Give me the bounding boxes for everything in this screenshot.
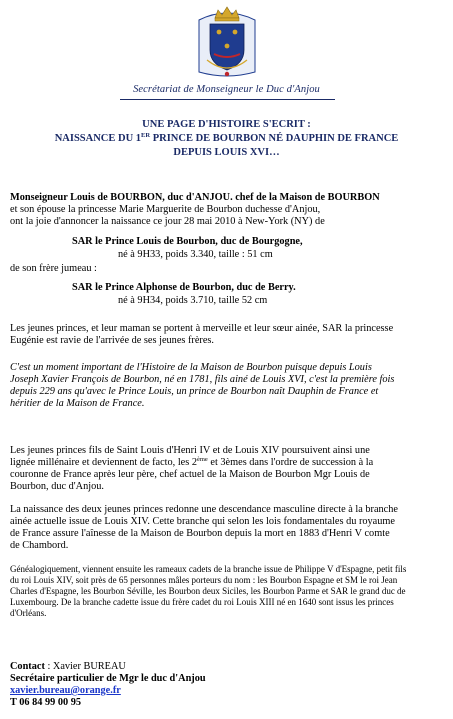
- title-line-2: NAISSANCE DU 1ER PRINCE DE BOURBON NÉ DAUPHIN DE FRANCE: [54, 132, 399, 144]
- lineage-line-4: de Chambord.: [10, 540, 69, 551]
- title-line-1: UNE PAGE D'HISTOIRE S'ECRIT :: [142, 119, 311, 130]
- contact-line: [10, 661, 126, 673]
- genealogy-line-3: Charles d'Espagne, les Bourbon Séville, les Bourbon deux Siciles, les Bourbon Parme et SAR le grand duc de: [10, 586, 406, 596]
- secretariat-header: Secrétariat de Monseigneur le Duc d'Anjou: [133, 84, 320, 95]
- lineage-line-3: de France assure l'aînesse de la Maison de Bourbon depuis la mort en 1883 d'Henri V comte: [10, 528, 390, 539]
- brother-label: de son frère jumeau :: [10, 263, 97, 274]
- succession-line-1: Les jeunes princes fils de Saint Louis d'Henri IV et de Louis XIV poursuivent ainsi une: [10, 445, 370, 456]
- twin2-name: SAR le Prince Alphonse de Bourbon, duc de Berry.: [72, 282, 296, 293]
- genealogy-line-2: du roi Louis XIV, soit près de 65 personnes mâles porteurs du nom : les Bourbon Espagne et SM le roi Jean: [10, 575, 398, 585]
- health-line-1: Les jeunes princes, et leur maman se portent à merveille et leur sœur ainée, SAR la princesse: [10, 323, 394, 334]
- twin1-details: né à 9H33, poids 3.340, taille : 51 cm: [118, 249, 273, 260]
- intro-line-2: et son épouse la princesse Marie Marguerite de Bourbon duchesse d'Anjou,: [10, 204, 321, 215]
- intro-line-1: Monseigneur Louis de BOURBON, duc d'ANJOU. chef de la Maison de BOURBON: [10, 192, 380, 203]
- contact-role: Secrétaire particulier de Mgr le duc d'Anjou: [10, 673, 206, 684]
- contact-name: : Xavier BUREAU: [44, 661, 126, 672]
- succession-line-2: lignée millénaire et deviennent de facto, les 2ème et 3èmes dans l'ordre de succession à la: [10, 456, 374, 468]
- twin2-details: né à 9H34, poids 3.710, taille 52 cm: [118, 295, 268, 306]
- genealogy-line-1: Généalogiquement, viennent ensuite les rameaux cadets de la branche issue de Philippe V d'Espagne, petit fils: [10, 564, 407, 574]
- history-line-1: C'est un moment important de l'Histoire de la Maison de Bourbon puisque depuis Louis: [10, 362, 372, 373]
- header-separator: [120, 99, 335, 100]
- intro-line-3: ont la joie d'annoncer la naissance ce jour 28 mai 2010 à New-York (NY) de: [10, 216, 325, 227]
- history-line-2: Joseph Xavier François de Bourbon, né en 1781, fils ainé de Louis XVI, c'est la première fois: [10, 374, 395, 385]
- title-line-3: DEPUIS LOUIS XVI…: [173, 147, 280, 158]
- contact-label: Contact: [10, 661, 45, 672]
- history-line-4: héritier de la Maison de France.: [10, 398, 145, 409]
- twin1-name: SAR le Prince Louis de Bourbon, duc de Bourgogne,: [72, 236, 303, 247]
- royal-crest-icon: [193, 2, 261, 80]
- history-line-3: depuis 229 ans qu'avec le Prince Louis, un prince de Bourbon naît Dauphin de France et: [10, 386, 379, 397]
- lineage-line-2: ainée actuelle issue de Louis XIV. Cette branche qui selon les lois fondamentales du royaume: [10, 516, 395, 527]
- genealogy-line-4: Luxembourg. De la branche cadette issue du frère cadet du roi Louis XIII né en 1640 sont issus les princes: [10, 597, 394, 607]
- lineage-line-1: La naissance des deux jeunes princes redonne une descendance masculine directe à la branche: [10, 504, 398, 515]
- succession-line-4: Bourbon, duc d'Anjou.: [10, 481, 104, 492]
- succession-line-3: couronne de France après leur père, chef actuel de la Maison de Bourbon Mgr Louis de: [10, 469, 370, 480]
- contact-phone: T 06 84 99 00 95: [10, 697, 82, 708]
- health-line-2: Eugénie est ravie de l'arrivée de ses jeunes frères.: [10, 335, 214, 346]
- contact-email-link[interactable]: xavier.bureau@orange.fr: [10, 685, 121, 696]
- genealogy-line-5: d'Orléans.: [10, 608, 47, 618]
